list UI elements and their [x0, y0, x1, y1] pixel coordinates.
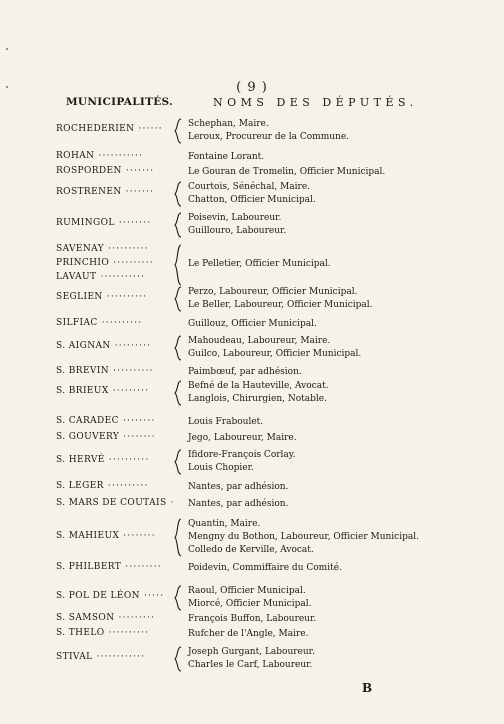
leader-dots: ····· [139, 591, 165, 601]
municipality-name [56, 613, 155, 623]
municipality-label: S. BRIEUX [56, 386, 109, 396]
deputy-name: Leroux, Procureur de la Commune. [188, 132, 350, 142]
deputy-name: Miorcé, Officier Municipal. [188, 599, 312, 609]
municipality-label: S. HERVÉ [56, 455, 105, 465]
leader-dots: ············ [92, 652, 146, 662]
curly-brace [174, 380, 182, 406]
deputies-list [188, 585, 311, 611]
municipality-name [56, 292, 147, 302]
deputy-name: Langlois, Chirurgien, Notable. [188, 394, 327, 404]
deputies-list [188, 613, 316, 626]
deputy-name: Louis Chopier. [188, 463, 254, 473]
municipality-label: ROHAN [56, 151, 95, 161]
deputies-list [188, 628, 308, 641]
leader-dots: ·········· [104, 244, 149, 254]
leader-dots: ········ [118, 416, 156, 426]
deputies-list [188, 258, 331, 271]
municipality-label: SILFIAC [56, 318, 98, 328]
leader-dots: ·········· [104, 455, 150, 465]
municipality-label: SAVENAY [56, 244, 105, 254]
municipality-name [56, 481, 149, 491]
municipality-label: S. THELO [56, 628, 105, 638]
leader-dots: ······· [121, 187, 155, 197]
municipality-label: RUMINGOL [56, 218, 115, 228]
municipality-name [56, 652, 145, 662]
municipality-name [56, 416, 155, 426]
deputies-list [188, 380, 329, 406]
municipality-label: S. GOUVERY [56, 432, 120, 442]
curly-brace [174, 518, 182, 557]
municipality-name [56, 318, 142, 328]
municipality-name [56, 166, 154, 176]
header-noms-des-deputes: NOMS DES DÉPUTÉS. [213, 96, 418, 109]
leader-dots: ··········· [94, 151, 144, 161]
deputies-list [188, 416, 263, 429]
deputies-list [188, 181, 316, 207]
municipality-name [56, 591, 164, 601]
leader-dots: ·········· [109, 366, 154, 376]
municipality-label: S. MAHIEUX [56, 530, 120, 541]
deputy-name: Colledo de Kerville, Avocat. [188, 545, 314, 555]
deputy-name: Charles le Carf, Laboureur. [188, 660, 313, 670]
municipality-name [56, 258, 154, 268]
deputy-name: Le Gouran de Tromelin, Officier Municipal. [188, 167, 386, 177]
deputies-list [188, 366, 302, 379]
leader-dots: ··········· [96, 272, 146, 282]
deputies-list [188, 318, 317, 331]
deputy-name: Mahoudeau, Laboureur, Maire. [188, 336, 331, 346]
deputy-name: Poidevin, Commiffaire du Comité. [188, 563, 342, 573]
deputy-name: Chatton, Officier Municipal. [188, 195, 316, 205]
deputy-name: Quantin, Maire. [188, 519, 261, 529]
deputy-name: Poisevin, Laboureur. [188, 213, 282, 223]
deputy-name: Fontaine Lorant. [188, 152, 265, 162]
leader-dots: ········· [108, 386, 150, 396]
municipality-name [56, 432, 156, 442]
leader-dots: ······· [121, 166, 155, 176]
municipality-name [56, 628, 149, 638]
municipality-name [56, 562, 162, 572]
leader-dots: ······ [134, 124, 163, 134]
municipality-name [56, 531, 156, 541]
leader-dots: ·········· [102, 292, 148, 302]
header-municipalites: MUNICIPALITÉS. [66, 96, 174, 108]
deputy-name: Befné de la Hauteville, Avocat. [188, 381, 329, 391]
municipality-label: S. LEGER [56, 481, 104, 491]
municipality-label: S. SAMSON [56, 613, 115, 623]
deputy-name: Guilco, Laboureur, Officier Municipal. [188, 349, 362, 359]
municipality-label: S. CARADEC [56, 416, 119, 426]
deputies-list [188, 151, 264, 164]
municipality-name [56, 272, 145, 282]
municipality-name [56, 498, 175, 508]
curly-brace [174, 212, 182, 238]
curly-brace [174, 646, 182, 672]
municipality-label: LAVAUT [56, 272, 97, 282]
deputy-name: Jego, Laboureur, Maire. [188, 433, 297, 443]
municipality-label: S. MARS DE COUTAIS [56, 498, 167, 508]
deputies-list [188, 562, 342, 575]
curly-brace [174, 181, 182, 207]
municipality-label: STIVAL [56, 652, 93, 662]
municipality-name [56, 455, 149, 465]
deputy-name: Rufcher de l'Angle, Maire. [188, 629, 309, 639]
deputy-name: Perzo, Laboureur, Officier Municipal. [188, 287, 358, 297]
municipality-label: S. PHILBERT [56, 562, 122, 572]
leader-dots: ········· [121, 562, 162, 572]
deputy-name: François Buffon, Laboureur. [188, 614, 317, 624]
municipality-label: S. AIGNAN [56, 341, 111, 351]
deputy-name: Paimbœuf, par adhésion. [188, 367, 302, 377]
leader-dots: · [166, 498, 175, 508]
curly-brace [174, 118, 182, 144]
leader-dots: ········ [119, 432, 156, 442]
signature-mark: B [362, 681, 373, 695]
deputy-name: Le Beller, Laboureur, Officier Municipal. [188, 300, 373, 310]
municipality-label: S. BREVIN [56, 366, 110, 376]
deputy-name: Nantes, par adhésion. [188, 482, 289, 492]
municipality-name [56, 366, 154, 376]
municipality-label: PRINCHIO [56, 258, 110, 268]
deputies-list [188, 646, 315, 672]
deputy-name: Guillouro, Laboureur. [188, 226, 287, 236]
deputy-name: Joseph Gurgant, Laboureur. [188, 647, 315, 657]
municipality-name [56, 187, 154, 197]
municipality-label: SEGLIEN [56, 292, 103, 302]
deputy-name: Schephan, Maire. [188, 119, 269, 129]
paper-speck [6, 48, 8, 50]
deputy-name: Nantes, par adhésion. [188, 499, 289, 509]
deputies-list [188, 286, 373, 312]
deputy-name: Raoul, Officier Municipal. [188, 586, 306, 596]
deputies-list [188, 166, 385, 179]
curly-brace [174, 335, 182, 361]
leader-dots: ·········· [109, 258, 154, 268]
curly-brace-group [174, 244, 182, 286]
deputy-name: Le Pelletier, Officier Municipal. [188, 259, 331, 269]
leader-dots: ········· [114, 613, 156, 623]
deputies-list [188, 518, 419, 557]
deputies-list [188, 212, 286, 238]
leader-dots: ········ [119, 530, 156, 541]
leader-dots: ········· [110, 341, 152, 351]
curly-brace [174, 286, 182, 312]
deputy-name: Mengny du Bothon, Laboureur, Officier Municipal. [188, 532, 419, 542]
leader-dots: ·········· [104, 628, 150, 638]
deputies-list [188, 432, 297, 445]
municipality-name [56, 124, 163, 134]
curly-brace [174, 449, 182, 475]
deputies-list [188, 498, 288, 511]
leader-dots: ·········· [103, 481, 149, 491]
municipality-label: ROSTRENEN [56, 187, 122, 197]
deputy-name: Ifidore-François Corlay. [188, 450, 296, 460]
deputy-name: Louis Fraboulet. [188, 417, 264, 427]
deputies-list [188, 481, 288, 494]
deputies-list [188, 335, 361, 361]
curly-brace [174, 585, 182, 611]
municipality-name [56, 218, 151, 228]
deputies-list [188, 118, 349, 144]
municipality-name [56, 341, 151, 351]
municipality-label: ROCHEDERIEN [56, 124, 135, 134]
deputy-name: Courtois, Sénéchal, Maire. [188, 182, 311, 192]
leader-dots: ········ [114, 218, 152, 228]
municipality-label: ROSPORDEN [56, 166, 122, 176]
deputy-name: Guillouz, Officier Municipal. [188, 319, 317, 329]
page-number: ( 9 ) [236, 80, 268, 95]
municipality-label: S. POL DE LÉON [56, 591, 140, 601]
municipality-name [56, 151, 143, 161]
deputies-list [188, 449, 296, 475]
municipality-name [56, 386, 149, 396]
municipality-name [56, 244, 149, 254]
leader-dots: ·········· [97, 318, 143, 328]
